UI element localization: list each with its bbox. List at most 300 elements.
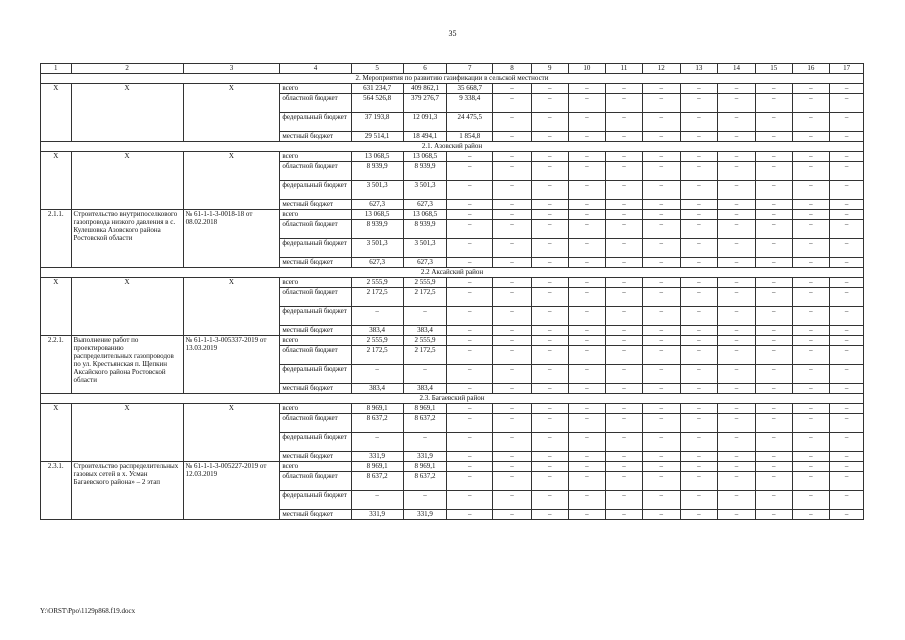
cell-value: –: [447, 491, 493, 510]
cell-empty-value: –: [493, 162, 532, 181]
cell-empty-value: –: [493, 510, 532, 520]
cell-empty-value: –: [718, 307, 756, 326]
cell-empty-value: –: [792, 288, 830, 307]
table-body: [41, 64, 864, 520]
cell-empty-value: –: [830, 162, 864, 181]
cell-budget-source: федеральный бюджет: [280, 433, 351, 452]
cell-empty-value: –: [755, 94, 792, 113]
cell-empty-value: –: [755, 152, 792, 162]
cell-value: 2 555,9: [403, 336, 447, 346]
header-cell: 3: [183, 64, 280, 74]
cell-number: 2.1.1.: [41, 210, 72, 268]
cell-empty-value: –: [718, 181, 756, 200]
cell-value: 29 514,1: [351, 132, 403, 142]
cell-empty-value: –: [792, 152, 830, 162]
cell-value: –: [447, 404, 493, 414]
page-number: 35: [448, 29, 457, 38]
cell-empty-value: –: [606, 132, 643, 142]
cell-value: –: [447, 326, 493, 336]
footer-path: Y:\ORST\Ppo\1129p868.f19.docx: [40, 607, 136, 615]
cell-value: –: [447, 472, 493, 491]
cell-value: –: [447, 239, 493, 258]
cell-empty-value: –: [755, 84, 792, 94]
cell-empty-value: –: [642, 472, 680, 491]
cell-empty-value: –: [531, 307, 568, 326]
cell-value: 13 068,5: [403, 210, 447, 220]
cell-empty-value: –: [568, 94, 606, 113]
cell-value: –: [447, 181, 493, 200]
cell-empty-value: –: [830, 94, 864, 113]
cell-empty-value: –: [606, 346, 643, 365]
cell-empty-value: –: [493, 200, 532, 210]
cell-empty-value: –: [531, 288, 568, 307]
cell-empty-value: –: [830, 336, 864, 346]
cell-empty-value: –: [718, 462, 756, 472]
cell-value: 8 939,9: [403, 220, 447, 239]
cell-budget-source: федеральный бюджет: [280, 491, 351, 510]
cell-empty-value: –: [493, 210, 532, 220]
cell-empty-value: –: [531, 181, 568, 200]
header-cell: 8: [493, 64, 532, 74]
cell-empty-value: –: [531, 132, 568, 142]
cell-value: 1 854,8: [447, 132, 493, 142]
cell-value: –: [447, 220, 493, 239]
cell-value: –: [403, 365, 447, 384]
cell-empty-value: –: [718, 491, 756, 510]
cell-empty-value: –: [642, 181, 680, 200]
cell-empty-value: –: [606, 258, 643, 268]
cell-empty-value: –: [493, 365, 532, 384]
cell-empty-value: –: [792, 84, 830, 94]
cell-empty-value: –: [830, 510, 864, 520]
cell-empty-value: –: [493, 336, 532, 346]
header-cell: 10: [568, 64, 606, 74]
cell-empty-value: –: [718, 472, 756, 491]
cell-budget-source: федеральный бюджет: [280, 365, 351, 384]
cell-empty-value: –: [568, 510, 606, 520]
header-cell: 2: [71, 64, 183, 74]
cell-empty-value: –: [830, 132, 864, 142]
cell-empty-value: –: [830, 346, 864, 365]
cell-empty-value: –: [792, 326, 830, 336]
cell-empty-value: –: [680, 307, 718, 326]
cell-empty-value: –: [606, 113, 643, 132]
cell-empty-value: –: [830, 452, 864, 462]
cell-empty-value: –: [531, 510, 568, 520]
header-cell: 7: [447, 64, 493, 74]
cell-empty-value: –: [568, 472, 606, 491]
cell-value: 3 501,3: [351, 181, 403, 200]
cell-value: 3 501,3: [351, 239, 403, 258]
cell-empty-value: –: [642, 491, 680, 510]
cell-empty-value: –: [568, 365, 606, 384]
cell-empty-value: –: [642, 210, 680, 220]
cell-empty-value: –: [718, 433, 756, 452]
cell-empty-value: –: [792, 404, 830, 414]
cell-empty-value: –: [680, 288, 718, 307]
cell-empty-value: –: [792, 365, 830, 384]
cell-empty-value: –: [755, 346, 792, 365]
section-title: 2. Мероприятия по развитию газификации в сельской местности: [41, 74, 864, 84]
cell-empty-value: –: [493, 113, 532, 132]
cell-empty-value: –: [792, 307, 830, 326]
cell-empty-value: –: [568, 258, 606, 268]
cell-value: –: [447, 336, 493, 346]
cell-empty-value: –: [642, 510, 680, 520]
cell-empty-value: –: [830, 384, 864, 394]
cell-value: 8 969,1: [351, 462, 403, 472]
cell-empty-value: –: [493, 132, 532, 142]
cell-empty-value: –: [755, 491, 792, 510]
cell-empty-value: –: [830, 181, 864, 200]
cell-empty-value: –: [568, 152, 606, 162]
cell-empty-value: –: [606, 84, 643, 94]
cell-empty-value: –: [830, 462, 864, 472]
cell-value: 383,4: [351, 384, 403, 394]
table-row: [41, 462, 864, 472]
cell-empty-value: –: [755, 181, 792, 200]
cell-empty-value: –: [531, 452, 568, 462]
cell-value: –: [447, 510, 493, 520]
header-row: [41, 64, 864, 74]
cell-empty-value: –: [718, 278, 756, 288]
cell-empty-value: –: [792, 346, 830, 365]
cell-value: –: [351, 307, 403, 326]
cell-budget-source: всего: [280, 210, 351, 220]
cell-value: –: [447, 346, 493, 365]
cell-value: 331,9: [351, 510, 403, 520]
cell-value: –: [447, 200, 493, 210]
cell-budget-source: федеральный бюджет: [280, 307, 351, 326]
cell-empty-value: –: [531, 384, 568, 394]
cell-empty-value: –: [606, 278, 643, 288]
cell-value: 2 555,9: [351, 278, 403, 288]
cell-empty-value: –: [792, 200, 830, 210]
cell-title: Строительство распределительных газовых сетей в х. Усман Багаевского района» – 2 этап: [71, 462, 183, 520]
cell-empty-value: –: [718, 336, 756, 346]
cell-empty-value: –: [755, 365, 792, 384]
cell-empty-value: –: [568, 288, 606, 307]
cell-empty-value: –: [493, 472, 532, 491]
cell-empty-value: –: [830, 278, 864, 288]
cell-empty-value: –: [718, 210, 756, 220]
cell-empty-value: –: [606, 462, 643, 472]
cell-empty-value: –: [493, 491, 532, 510]
cell-budget-source: местный бюджет: [280, 452, 351, 462]
cell-empty-value: –: [792, 278, 830, 288]
cell-empty-value: –: [568, 491, 606, 510]
cell-empty-value: –: [642, 162, 680, 181]
header-cell: 13: [680, 64, 718, 74]
cell-empty-value: –: [568, 239, 606, 258]
cell-empty-value: –: [755, 462, 792, 472]
cell-value: 627,3: [351, 200, 403, 210]
cell-empty-value: –: [606, 384, 643, 394]
cell-empty-value: –: [606, 220, 643, 239]
cell-empty-value: –: [642, 365, 680, 384]
cell-empty-value: –: [642, 288, 680, 307]
cell-empty-value: –: [531, 472, 568, 491]
cell-empty-value: –: [642, 220, 680, 239]
cell-empty-value: –: [792, 210, 830, 220]
cell-number: 2.2.1.: [41, 336, 72, 394]
cell-empty-value: –: [830, 433, 864, 452]
cell-value: –: [447, 365, 493, 384]
header-cell: 15: [755, 64, 792, 74]
cell-empty-value: –: [606, 210, 643, 220]
cell-title: Выполнение работ по проектированию распределительных газопроводов по ул. Крестьянская п. Щепкин Аксайского района Ростовской области: [71, 336, 183, 394]
cell-budget-source: федеральный бюджет: [280, 181, 351, 200]
cell-empty-value: –: [493, 414, 532, 433]
cell-empty-value: –: [718, 152, 756, 162]
cell-empty-value: –: [531, 94, 568, 113]
cell-empty-value: –: [531, 113, 568, 132]
cell-empty-value: –: [606, 239, 643, 258]
cell-empty-value: –: [568, 307, 606, 326]
cell-empty-value: –: [680, 181, 718, 200]
cell-empty-value: –: [680, 452, 718, 462]
cell-empty-value: –: [755, 384, 792, 394]
cell-empty-value: –: [568, 433, 606, 452]
cell-empty-value: –: [642, 152, 680, 162]
cell-empty-value: –: [642, 113, 680, 132]
cell-empty-value: –: [680, 200, 718, 210]
cell-empty-value: –: [531, 239, 568, 258]
header-cell: 16: [792, 64, 830, 74]
cell-empty-value: –: [531, 365, 568, 384]
cell-empty-value: –: [792, 491, 830, 510]
cell-value: 627,3: [403, 258, 447, 268]
cell-empty-value: –: [680, 404, 718, 414]
cell-empty-value: –: [718, 258, 756, 268]
cell-value: 564 526,8: [351, 94, 403, 113]
cell-empty-value: –: [642, 384, 680, 394]
cell-empty-value: –: [606, 452, 643, 462]
cell-empty-value: –: [755, 162, 792, 181]
cell-title: Х: [71, 404, 183, 462]
cell-empty-value: –: [531, 346, 568, 365]
table-row: [41, 278, 864, 288]
cell-value: –: [403, 307, 447, 326]
cell-value: –: [447, 452, 493, 462]
cell-empty-value: –: [718, 288, 756, 307]
cell-document: № 61-1-1-3-005337-2019 от 13.03.2019: [183, 336, 280, 394]
cell-empty-value: –: [830, 239, 864, 258]
header-cell: 5: [351, 64, 403, 74]
cell-empty-value: –: [718, 94, 756, 113]
cell-value: –: [447, 152, 493, 162]
cell-empty-value: –: [493, 384, 532, 394]
cell-empty-value: –: [680, 336, 718, 346]
cell-empty-value: –: [830, 84, 864, 94]
cell-empty-value: –: [568, 346, 606, 365]
cell-empty-value: –: [755, 336, 792, 346]
cell-empty-value: –: [718, 365, 756, 384]
cell-empty-value: –: [568, 384, 606, 394]
cell-empty-value: –: [755, 472, 792, 491]
cell-empty-value: –: [493, 278, 532, 288]
cell-budget-source: местный бюджет: [280, 510, 351, 520]
header-cell: 12: [642, 64, 680, 74]
cell-empty-value: –: [531, 414, 568, 433]
section-row: [41, 268, 864, 278]
cell-value: 331,9: [351, 452, 403, 462]
cell-empty-value: –: [642, 84, 680, 94]
cell-value: 8 969,1: [403, 462, 447, 472]
cell-empty-value: –: [568, 404, 606, 414]
cell-empty-value: –: [718, 132, 756, 142]
cell-budget-source: всего: [280, 84, 351, 94]
cell-empty-value: –: [606, 326, 643, 336]
cell-value: –: [403, 433, 447, 452]
cell-empty-value: –: [830, 414, 864, 433]
cell-empty-value: –: [792, 258, 830, 268]
cell-empty-value: –: [680, 510, 718, 520]
cell-value: 12 091,3: [403, 113, 447, 132]
cell-empty-value: –: [606, 200, 643, 210]
cell-empty-value: –: [606, 491, 643, 510]
cell-empty-value: –: [493, 181, 532, 200]
cell-value: –: [447, 258, 493, 268]
cell-budget-source: местный бюджет: [280, 326, 351, 336]
cell-value: 37 193,8: [351, 113, 403, 132]
cell-empty-value: –: [642, 404, 680, 414]
cell-empty-value: –: [531, 491, 568, 510]
cell-value: 8 969,1: [351, 404, 403, 414]
cell-empty-value: –: [680, 152, 718, 162]
cell-document: Х: [183, 404, 280, 462]
cell-empty-value: –: [792, 336, 830, 346]
cell-empty-value: –: [755, 452, 792, 462]
cell-empty-value: –: [680, 162, 718, 181]
cell-empty-value: –: [642, 307, 680, 326]
cell-empty-value: –: [531, 220, 568, 239]
header-cell: 9: [531, 64, 568, 74]
cell-value: –: [447, 210, 493, 220]
cell-budget-source: всего: [280, 278, 351, 288]
cell-empty-value: –: [755, 113, 792, 132]
table-row: [41, 152, 864, 162]
cell-empty-value: –: [568, 132, 606, 142]
cell-empty-value: –: [718, 346, 756, 365]
cell-value: –: [403, 491, 447, 510]
cell-title: Х: [71, 278, 183, 336]
cell-budget-source: федеральный бюджет: [280, 239, 351, 258]
cell-document: Х: [183, 152, 280, 210]
cell-empty-value: –: [531, 162, 568, 181]
cell-empty-value: –: [830, 220, 864, 239]
cell-value: 383,4: [403, 326, 447, 336]
cell-empty-value: –: [531, 210, 568, 220]
cell-empty-value: –: [792, 384, 830, 394]
cell-empty-value: –: [680, 132, 718, 142]
cell-empty-value: –: [493, 404, 532, 414]
cell-budget-source: федеральный бюджет: [280, 113, 351, 132]
cell-empty-value: –: [718, 404, 756, 414]
cell-value: 409 862,1: [403, 84, 447, 94]
cell-empty-value: –: [755, 307, 792, 326]
cell-empty-value: –: [493, 307, 532, 326]
cell-value: 627,3: [351, 258, 403, 268]
cell-number: Х: [41, 404, 72, 462]
cell-empty-value: –: [606, 288, 643, 307]
cell-empty-value: –: [606, 152, 643, 162]
cell-empty-value: –: [493, 94, 532, 113]
cell-value: 8 637,2: [403, 414, 447, 433]
cell-empty-value: –: [493, 433, 532, 452]
cell-empty-value: –: [642, 239, 680, 258]
cell-value: 331,9: [403, 452, 447, 462]
cell-empty-value: –: [755, 510, 792, 520]
table-row: [41, 404, 864, 414]
cell-empty-value: –: [642, 346, 680, 365]
cell-empty-value: –: [680, 326, 718, 336]
cell-empty-value: –: [642, 452, 680, 462]
cell-document: № 61-1-1-3-005227-2019 от 12.03.2019: [183, 462, 280, 520]
cell-empty-value: –: [755, 239, 792, 258]
cell-empty-value: –: [531, 404, 568, 414]
cell-empty-value: –: [531, 462, 568, 472]
cell-budget-source: местный бюджет: [280, 200, 351, 210]
cell-value: 331,9: [403, 510, 447, 520]
cell-empty-value: –: [830, 210, 864, 220]
cell-empty-value: –: [642, 94, 680, 113]
cell-empty-value: –: [680, 384, 718, 394]
cell-empty-value: –: [606, 162, 643, 181]
cell-empty-value: –: [568, 326, 606, 336]
cell-empty-value: –: [792, 181, 830, 200]
cell-value: 9 338,4: [447, 94, 493, 113]
cell-title: Строительство внутрипоселкового газопровода низкого давления в с. Кулешовка Азовского района Ростовской области: [71, 210, 183, 268]
cell-empty-value: –: [792, 132, 830, 142]
budget-table: [40, 63, 864, 520]
cell-value: 35 668,7: [447, 84, 493, 94]
cell-empty-value: –: [568, 452, 606, 462]
cell-budget-source: всего: [280, 404, 351, 414]
cell-empty-value: –: [755, 433, 792, 452]
cell-empty-value: –: [718, 384, 756, 394]
cell-empty-value: –: [680, 491, 718, 510]
cell-value: –: [351, 491, 403, 510]
cell-empty-value: –: [755, 404, 792, 414]
cell-value: 13 068,5: [351, 152, 403, 162]
cell-budget-source: областной бюджет: [280, 94, 351, 113]
cell-empty-value: –: [606, 414, 643, 433]
cell-empty-value: –: [680, 346, 718, 365]
cell-empty-value: –: [568, 210, 606, 220]
section-title: 2.1. Азовский район: [41, 142, 864, 152]
cell-value: 8 637,2: [403, 472, 447, 491]
cell-empty-value: –: [568, 462, 606, 472]
cell-empty-value: –: [493, 152, 532, 162]
cell-empty-value: –: [642, 132, 680, 142]
cell-title: Х: [71, 84, 183, 142]
cell-empty-value: –: [680, 433, 718, 452]
cell-empty-value: –: [755, 414, 792, 433]
cell-empty-value: –: [642, 326, 680, 336]
cell-value: –: [351, 433, 403, 452]
cell-empty-value: –: [830, 472, 864, 491]
cell-empty-value: –: [792, 113, 830, 132]
cell-value: 3 501,3: [403, 181, 447, 200]
cell-empty-value: –: [531, 326, 568, 336]
cell-empty-value: –: [642, 258, 680, 268]
cell-empty-value: –: [792, 472, 830, 491]
cell-empty-value: –: [531, 258, 568, 268]
cell-empty-value: –: [792, 462, 830, 472]
cell-empty-value: –: [642, 414, 680, 433]
cell-empty-value: –: [680, 258, 718, 268]
